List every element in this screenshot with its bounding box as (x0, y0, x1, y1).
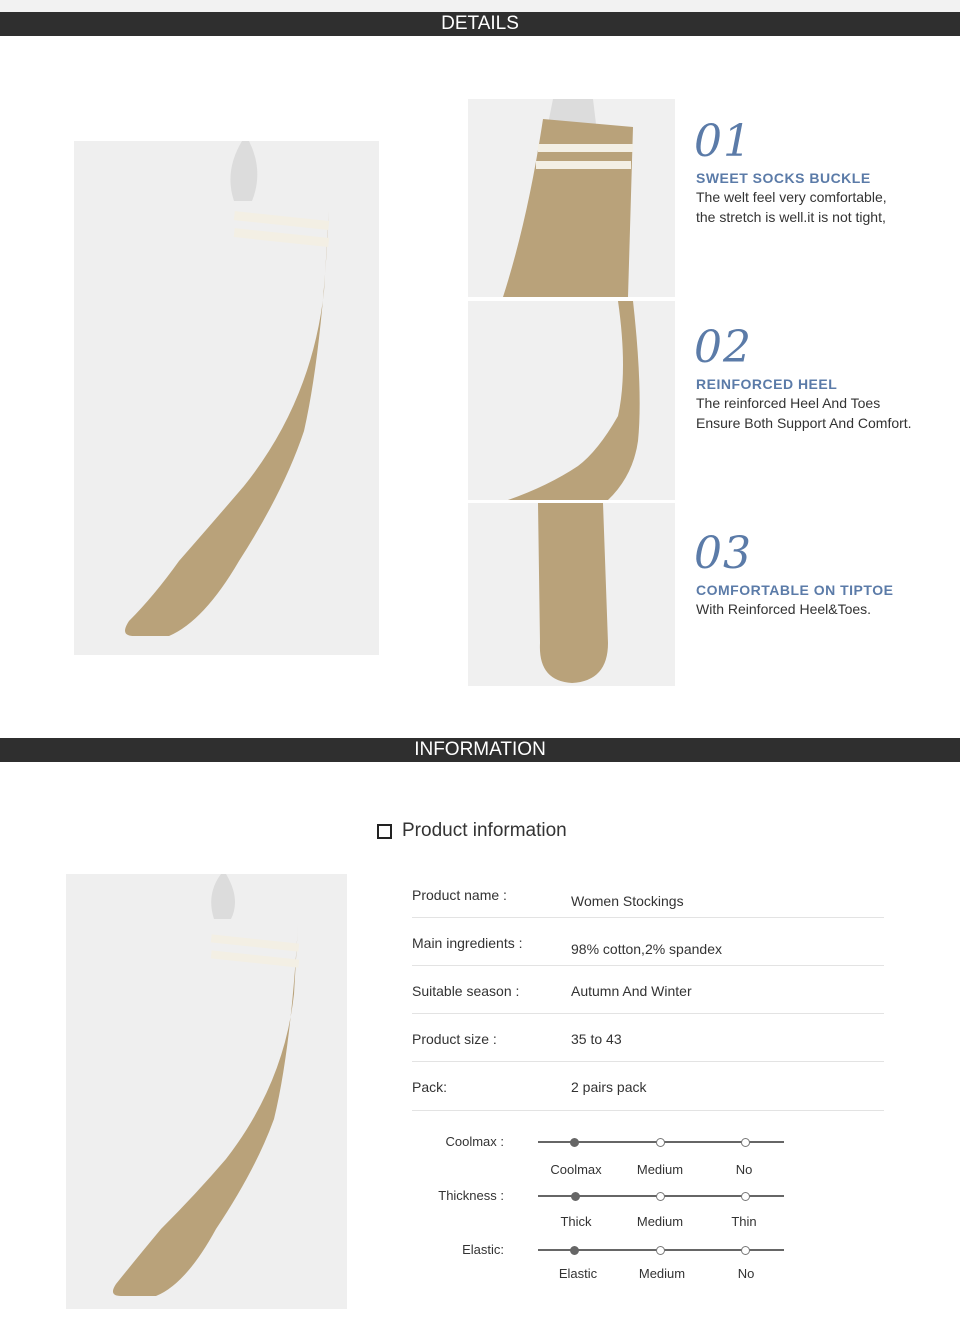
feature-2-number: 02 (694, 322, 752, 373)
coolmax-dot-1 (570, 1138, 579, 1147)
elastic-scale (538, 1249, 784, 1251)
info-value: 2 pairs pack (571, 1079, 647, 1095)
square-icon (377, 824, 392, 839)
information-section-header: INFORMATION (0, 738, 960, 762)
detail-photo-heel (468, 301, 675, 500)
info-label: Product size : (412, 1031, 497, 1047)
info-label: Main ingredients : (412, 935, 523, 951)
coolmax-scale (538, 1141, 784, 1143)
info-value: 98% cotton,2% spandex (571, 941, 722, 957)
coolmax-option: No (735, 1162, 753, 1177)
feature-2-title: REINFORCED HEEL (696, 376, 838, 392)
info-row-size (412, 1013, 884, 1062)
product-info-title (377, 820, 567, 842)
elastic-dot-1 (570, 1246, 579, 1255)
coolmax-dot-3 (741, 1138, 750, 1147)
top-divider (0, 0, 960, 12)
info-label: Pack: (412, 1079, 448, 1095)
elastic-option: No (737, 1266, 755, 1281)
info-label: Product name : (412, 887, 507, 903)
coolmax-label: Coolmax : (445, 1134, 504, 1149)
feature-1-number: 01 (694, 116, 752, 167)
elastic-option: Medium (638, 1266, 686, 1281)
sock-main-photo (74, 141, 379, 655)
feature-1-title: SWEET SOCKS BUCKLE (696, 170, 871, 186)
info-row-ingredients (412, 917, 884, 966)
info-row-pack (412, 1061, 884, 1111)
thickness-dot-1 (571, 1192, 580, 1201)
thickness-option: Medium (636, 1214, 684, 1229)
coolmax-dot-2 (656, 1138, 665, 1147)
feature-2-desc: The reinforced Heel And Toes Ensure Both Support And Comfort. (696, 395, 912, 431)
feature-1-desc: The welt feel very comfortable, the stretch is well.it is not tight, (696, 189, 887, 225)
elastic-dot-2 (656, 1246, 665, 1255)
info-row-product-name (412, 869, 884, 918)
info-value: 35 to 43 (571, 1031, 622, 1047)
elastic-dot-3 (741, 1246, 750, 1255)
sock-info-photo (66, 874, 347, 1309)
thickness-scale (538, 1195, 784, 1197)
info-value: Autumn And Winter (571, 983, 692, 999)
info-value: Women Stockings (571, 893, 684, 909)
feature-3-number: 03 (694, 528, 752, 579)
thickness-option: Thin (731, 1214, 757, 1229)
info-label: Suitable season : (412, 983, 520, 999)
thickness-dot-3 (741, 1192, 750, 1201)
elastic-option: Elastic (558, 1266, 598, 1281)
feature-3-title: COMFORTABLE ON TIPTOE (696, 582, 894, 598)
detail-photo-toe (468, 503, 675, 686)
coolmax-option: Coolmax (550, 1162, 602, 1177)
feature-3-desc: With Reinforced Heel&Toes. (696, 601, 872, 617)
info-row-season (412, 965, 884, 1014)
detail-photo-welt (468, 99, 675, 297)
thickness-label: Thickness : (438, 1188, 504, 1203)
thickness-option: Thick (560, 1214, 592, 1229)
product-info-title-text: Product information (402, 820, 567, 841)
details-section-header: DETAILS (0, 12, 960, 36)
elastic-label: Elastic: (462, 1242, 504, 1257)
thickness-dot-2 (656, 1192, 665, 1201)
coolmax-option: Medium (636, 1162, 684, 1177)
